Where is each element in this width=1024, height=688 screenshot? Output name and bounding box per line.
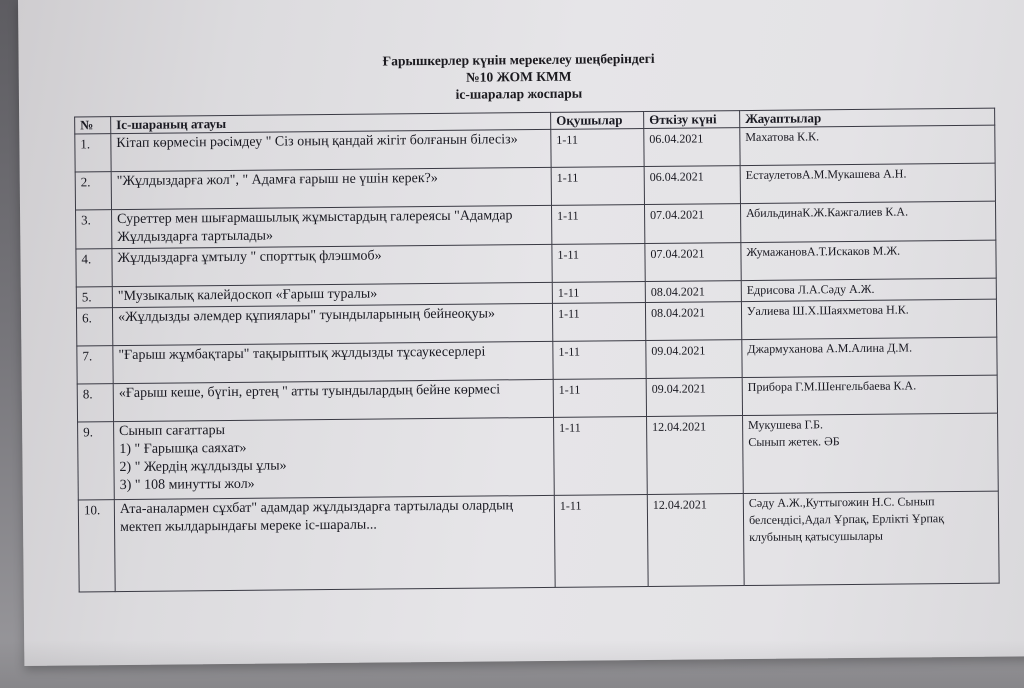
row-event: Суреттер мен шығармашылық жұмыстардың галереясы "Адамдар Жұлдыздарға тартылады» (112, 205, 552, 248)
row-students: 1-11 (554, 494, 648, 587)
row-number: 1. (75, 134, 111, 172)
row-date: 09.04.2021 (646, 378, 742, 417)
row-event: "Музыкалық калейдоскоп «Ғарыш туралы» (112, 282, 552, 307)
row-date: 07.04.2021 (644, 204, 740, 244)
row-responsible: АбильдинаК.Ж.Кажгалиев К.А. (740, 201, 995, 242)
row-number: 7. (77, 346, 113, 384)
heading-line-3: іс-шаралар жоспары (455, 85, 583, 102)
events-plan-table (74, 108, 1000, 593)
row-event (114, 417, 555, 499)
row-students: 1-11 (552, 243, 645, 282)
row-students: 1-11 (551, 166, 644, 205)
row-students: 1-11 (553, 378, 646, 417)
row-date: 08.04.2021 (645, 281, 741, 303)
row-date: 12.04.2021 (647, 416, 744, 495)
row-students: 1-11 (551, 204, 644, 244)
table-row (78, 413, 999, 500)
row-number: 3. (76, 210, 112, 249)
class-hour-item-1: 1) " Ғарышқа саяхат» (119, 440, 247, 458)
header-event-name: Іс-шараның атауы (111, 112, 551, 133)
row-number: 9. (78, 422, 115, 500)
row-responsible (743, 413, 999, 493)
responsible-line-2: Сынып жетек. ӘБ (748, 434, 840, 450)
header-responsible: Жауаптылар (740, 108, 995, 127)
row-number: 5. (76, 287, 112, 308)
row-number: 8. (77, 384, 113, 422)
document-heading (19, 46, 1019, 107)
row-event: Ата-аналармен сұхбат" адамдар жұлдыздарға тартылады олардың мектеп жылдарындағы мереке іс-шаралы... (114, 495, 555, 591)
row-responsible: Махатова К.К. (740, 125, 995, 165)
heading-line-2: №10 ЖОМ КММ (466, 68, 572, 85)
photo-shadow (0, 640, 1024, 688)
row-date: 12.04.2021 (647, 494, 744, 587)
table-row (78, 491, 999, 592)
class-hour-item-2: 2) " Жердің жұлдызды ұлы» (119, 458, 287, 476)
header-date: Өткізу күні (644, 111, 740, 129)
header-number: № (75, 117, 111, 134)
row-students: 1-11 (553, 340, 646, 379)
row-number: 10. (78, 500, 115, 592)
row-students: 1-11 (554, 416, 648, 495)
row-number: 4. (76, 249, 112, 287)
row-number: 6. (76, 308, 112, 346)
row-date: 07.04.2021 (645, 243, 741, 282)
row-date: 06.04.2021 (644, 166, 740, 205)
row-event: "Ғарыш жұмбақтары" тақырыптық жұлдызды тұсаукесерлері (113, 341, 553, 383)
row-students: 1-11 (551, 128, 644, 167)
class-hour-item-3: 3) " 108 минутты жол» (119, 476, 255, 494)
header-students: Оқушылар (551, 111, 644, 129)
row-responsible: Сәду А.Ж.,Куттыгожин Н.С. Сынып белсендісі,Адал Ұрпақ, Ерлікті Ұрпақ клубының қатысушылары (743, 491, 999, 585)
document-sheet (18, 0, 1024, 666)
row-students: 1-11 (552, 302, 645, 341)
row-event: "Жұлдыздарға жол", " Адамға ғарыш не үшін керек?» (111, 167, 551, 209)
responsible-line-1: Мукушева Г.Б. (748, 417, 824, 433)
row-event: «Жұлдызды әлемдер құпиялары" туындыларының бейнеоқуы» (112, 303, 552, 345)
row-event: Жұлдыздарға ұмтылу " спорттық флэшмоб» (112, 244, 552, 286)
class-hour-title: Сынып сағаттары (119, 423, 226, 440)
row-event: Кітап көрмесін рәсімдеу " Сіз оның қандай жігіт болғанын білесіз» (111, 129, 551, 171)
row-responsible: Прибора Г.М.Шенгельбаева К.А. (742, 375, 997, 415)
row-responsible: ЕстаулетовА.М.Мукашева А.Н. (740, 163, 995, 203)
row-responsible: Едрисова Л.А.Сәду А.Ж. (741, 278, 996, 301)
row-number: 2. (75, 172, 111, 210)
row-responsible: Джармуханова А.М.Алина Д.М. (742, 337, 997, 377)
row-date: 08.04.2021 (645, 302, 741, 341)
row-date: 09.04.2021 (646, 340, 742, 379)
row-date: 06.04.2021 (644, 128, 740, 167)
row-event: «Ғарыш кеше, бүгін, ертең " атты туындылардың бейне көрмесі (113, 379, 553, 421)
heading-line-1: Ғарышкерлер күнін мерекелеу шеңберіндегі (382, 50, 655, 69)
row-responsible: Уалиева Ш.Х.Шаяхметова Н.К. (741, 299, 996, 339)
row-students: 1-11 (552, 281, 645, 303)
row-responsible: ЖумажановА.Т.Искаков М.Ж. (741, 240, 996, 280)
